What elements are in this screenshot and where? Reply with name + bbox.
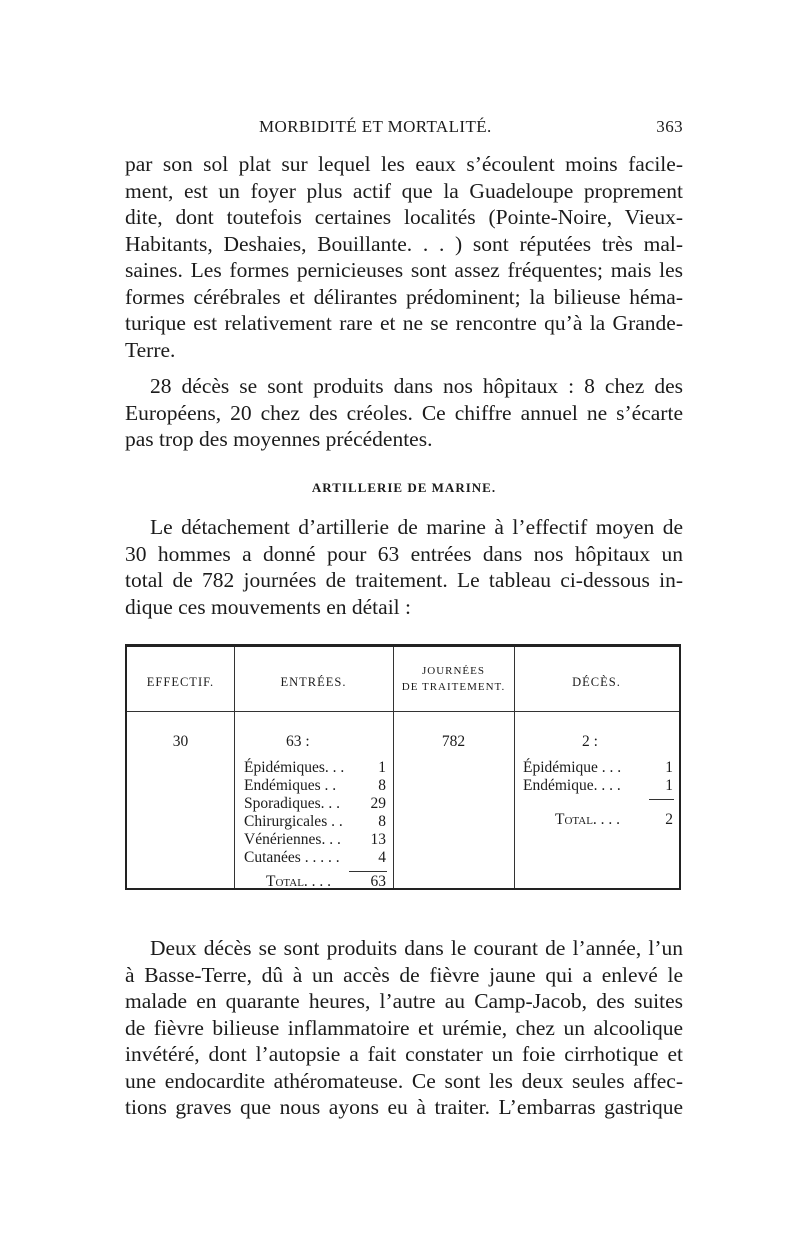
text-line: invétéré, dont l’autopsie a fait constater un foie cirrhotique et <box>125 1042 683 1066</box>
row-value: 29 <box>370 795 386 812</box>
total-label: Total. . . . <box>266 873 332 890</box>
paragraph-1 <box>125 151 683 363</box>
text-line: à Basse-Terre, dû à un accès de fièvre jaune qui a enlevé le <box>125 962 683 987</box>
running-head <box>125 117 685 141</box>
text-line: turique est relativement rare et ne se rencontre qu’à la Grande- <box>125 311 683 335</box>
total-value: 63 <box>370 873 386 890</box>
text-line: Européens, 20 chez des créoles. Ce chiffre annuel ne s’écarte <box>125 400 683 425</box>
total-label: Total. . . . <box>555 811 621 828</box>
text-line: une endocardite athéromateuse. Ce sont les deux seules affec- <box>125 1068 683 1093</box>
text-line: par son sol plat sur lequel les eaux s’écoulent moins facile- <box>125 152 683 176</box>
row-value: 1 <box>665 759 673 776</box>
journees-value: 782 <box>441 733 466 750</box>
header-journees-line1: JOURNÉES <box>421 665 485 677</box>
header-divider <box>127 711 679 712</box>
text-line: formes cérébrales et délirantes prédominent; la bilieuse héma- <box>125 284 683 309</box>
text-line: malade en quarante heures, l’autre au Camp-Jacob, des suites <box>125 989 683 1013</box>
paragraph-2 <box>125 373 683 453</box>
header-effectif: EFFECTIF. <box>146 675 215 689</box>
row-value: 8 <box>378 813 386 830</box>
entrees-total-top: 63 : <box>286 733 310 750</box>
row-label: Endémiques . . <box>244 777 337 794</box>
header-journees <box>393 663 514 695</box>
row-label: Sporadiques. . . <box>244 795 341 812</box>
text-line: 28 décès se sont produits dans nos hôpitaux : 8 chez des <box>150 374 683 398</box>
deces-total-top: 2 : <box>582 733 598 750</box>
text-line: saines. Les formes pernicieuses sont assez fréquentes; mais les <box>125 258 683 282</box>
text-line: Terre. <box>125 337 176 362</box>
text-line: total de 782 journées de traitement. Le tableau ci-dessous in- <box>125 568 683 592</box>
text-line: Le détachement d’artillerie de marine à l’effectif moyen de <box>150 515 683 539</box>
text-line: 30 hommes a donné pour 63 entrées dans nos hôpitaux un <box>125 541 683 566</box>
total-rule <box>349 871 387 872</box>
row-value: 1 <box>665 777 673 794</box>
total-rule <box>649 799 674 800</box>
text-line: tions graves que nous ayons eu à traiter. L’embarras gastrique <box>125 1095 683 1119</box>
row-value: 8 <box>378 777 386 794</box>
row-label: Chirurgicales . . <box>244 813 343 830</box>
total-value: 2 <box>665 811 673 828</box>
row-value: 1 <box>378 759 386 776</box>
text-line: de fièvre bilieuse inflammatoire et urémie, chez un alcoolique <box>125 1015 683 1040</box>
text-line: pas trop des moyennes précédentes. <box>125 427 433 451</box>
page-number: 363 <box>656 117 683 136</box>
text-line: dite, dont toutefois certaines localités (Pointe-Noire, Vieux- <box>125 205 683 229</box>
movements-table <box>125 644 681 890</box>
row-label: Vénériennes. . . <box>244 831 341 848</box>
header-journees-line2: DE TRAITEMENT. <box>401 681 506 693</box>
row-value: 13 <box>370 831 386 848</box>
row-label: Cutanées . . . . . <box>244 849 340 866</box>
text-line: ment, est un foyer plus actif que la Guadeloupe proprement <box>125 178 683 203</box>
row-label: Épidémique . . . <box>523 759 622 776</box>
text-line: Habitants, Deshaies, Bouillante. . . ) sont réputées très mal- <box>125 231 683 256</box>
row-label: Épidémiques. . . <box>244 759 345 776</box>
paragraph-4 <box>125 935 683 1121</box>
running-head-title: MORBIDITÉ ET MORTALITÉ. <box>259 117 492 136</box>
header-entrees: ENTRÉES. <box>280 675 347 689</box>
section-title: ARTILLERIE DE MARINE. <box>311 480 497 495</box>
text-line: dique ces mouvements en détail : <box>125 594 411 619</box>
paragraph-3 <box>125 514 683 620</box>
effectif-value: 30 <box>172 733 189 750</box>
row-label: Endémique. . . . <box>523 777 621 794</box>
row-value: 4 <box>378 849 386 866</box>
header-deces: DÉCÈS. <box>572 675 621 689</box>
text-line: Deux décès se sont produits dans le courant de l’année, l’un <box>150 936 683 960</box>
